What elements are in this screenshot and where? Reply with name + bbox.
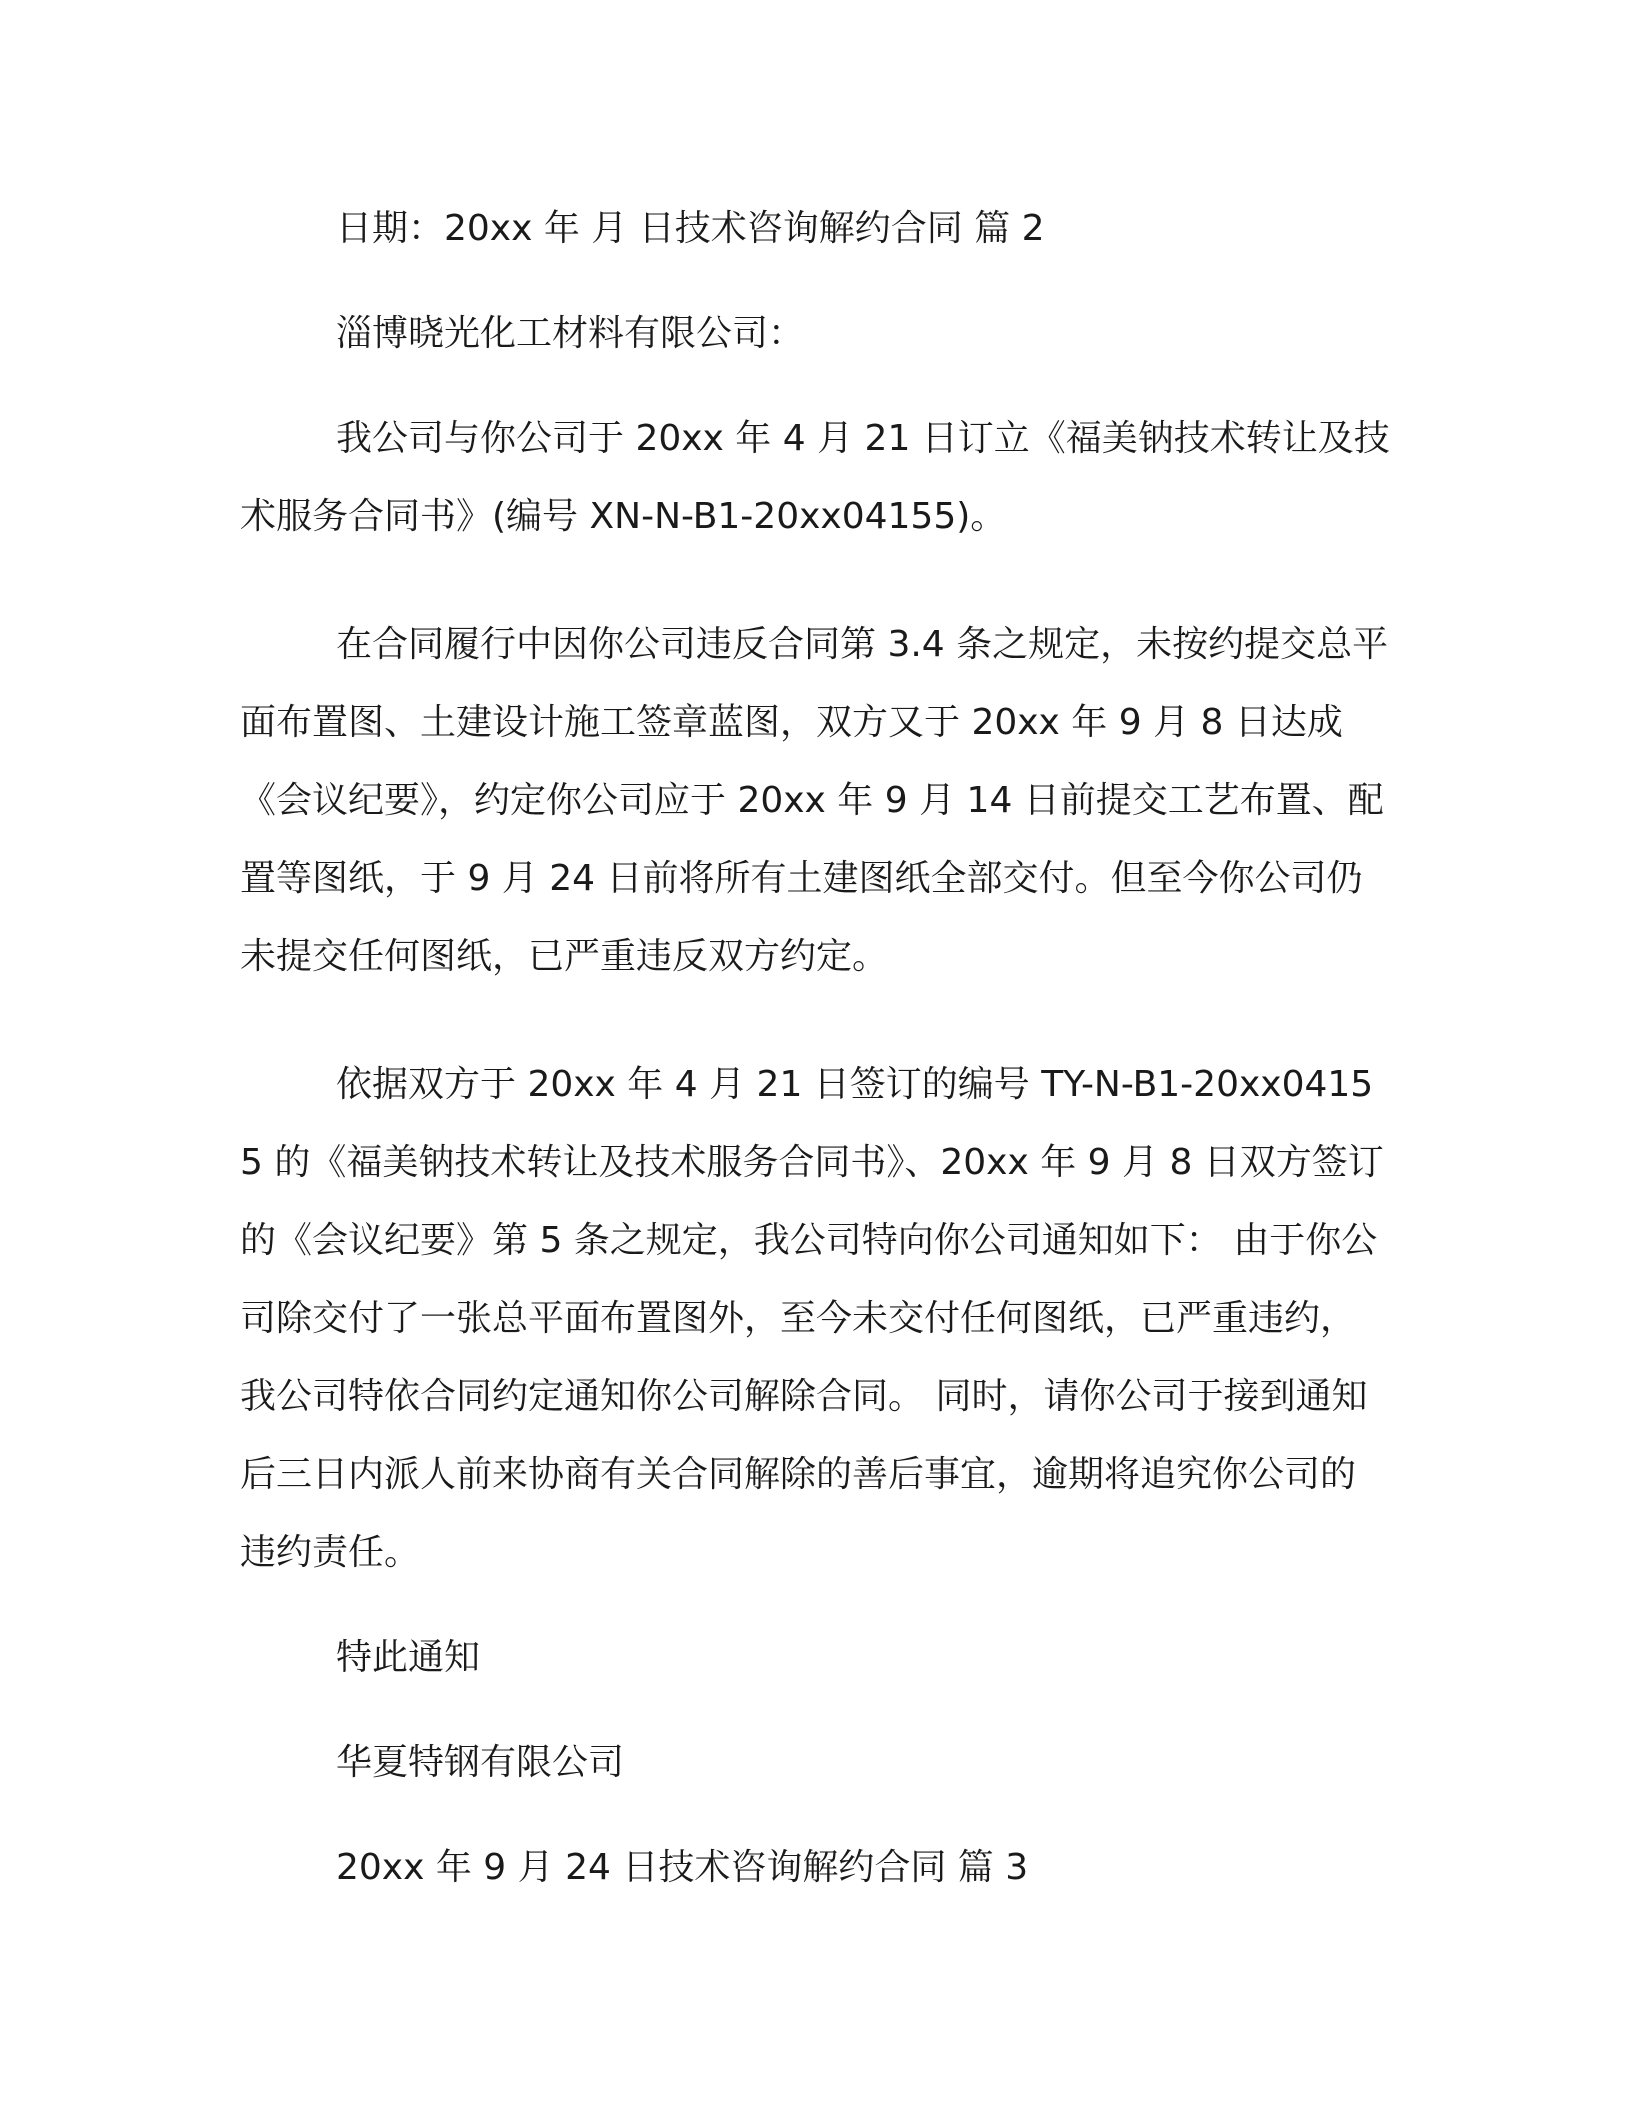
recipient-paragraph: 淄博晓光化工材料有限公司： — [336, 313, 805, 354]
breach-description-paragraph: 在合同履行中因你公司违反合同第 3.4 条之规定，未按约提交总平面布置图、土建设计施工签章蓝图，双方又于 20xx 年 9 月 8 日达成《会议纪要》，约定你公司应于 20xx 年 9 月 14 日前提交工艺布置、配置等图纸，于 9 月 24 日前将所有土建图纸全部交付。但至今你公司仍未提交任何图纸，已严重违反双方约定。 — [240, 624, 1389, 977]
date-section-heading-paragraph: 20xx 年 9 月 24 日技术咨询解约合同 篇 3 — [336, 1847, 1029, 1888]
closing-paragraph: 特此通知 — [336, 1637, 481, 1678]
contract-reference-paragraph: 我公司与你公司于 20xx 年 4 月 21 日订立《福美钠技术转让及技术服务合同书》(编号 XN-N-B1-20xx04155)。 — [240, 418, 1390, 537]
termination-notice-paragraph: 依据双方于 20xx 年 4 月 21 日签订的编号 TY-N-B1-20xx04155 的《福美钠技术转让及技术服务合同书》、20xx 年 9 月 8 日双方签订的《会议纪要》第 5 条之规定，我公司特向你公司通知如下： 由于你公司除交付了一张总平面布置图外，至今未交付任何图纸，已严重违约，我公司特依合同约定通知你公司解除合同。 同时，请你公司于接到通知后三日内派人前来协商有关合同解除的善后事宜，逾期将追究你公司的违约责任。 — [240, 1064, 1384, 1573]
date-heading-paragraph: 日期：20xx 年 月 日技术咨询解约合同 篇 2 — [336, 208, 1045, 249]
signature-company-paragraph: 华夏特钢有限公司 — [336, 1742, 625, 1783]
document-page — [240, 190, 1390, 1907]
